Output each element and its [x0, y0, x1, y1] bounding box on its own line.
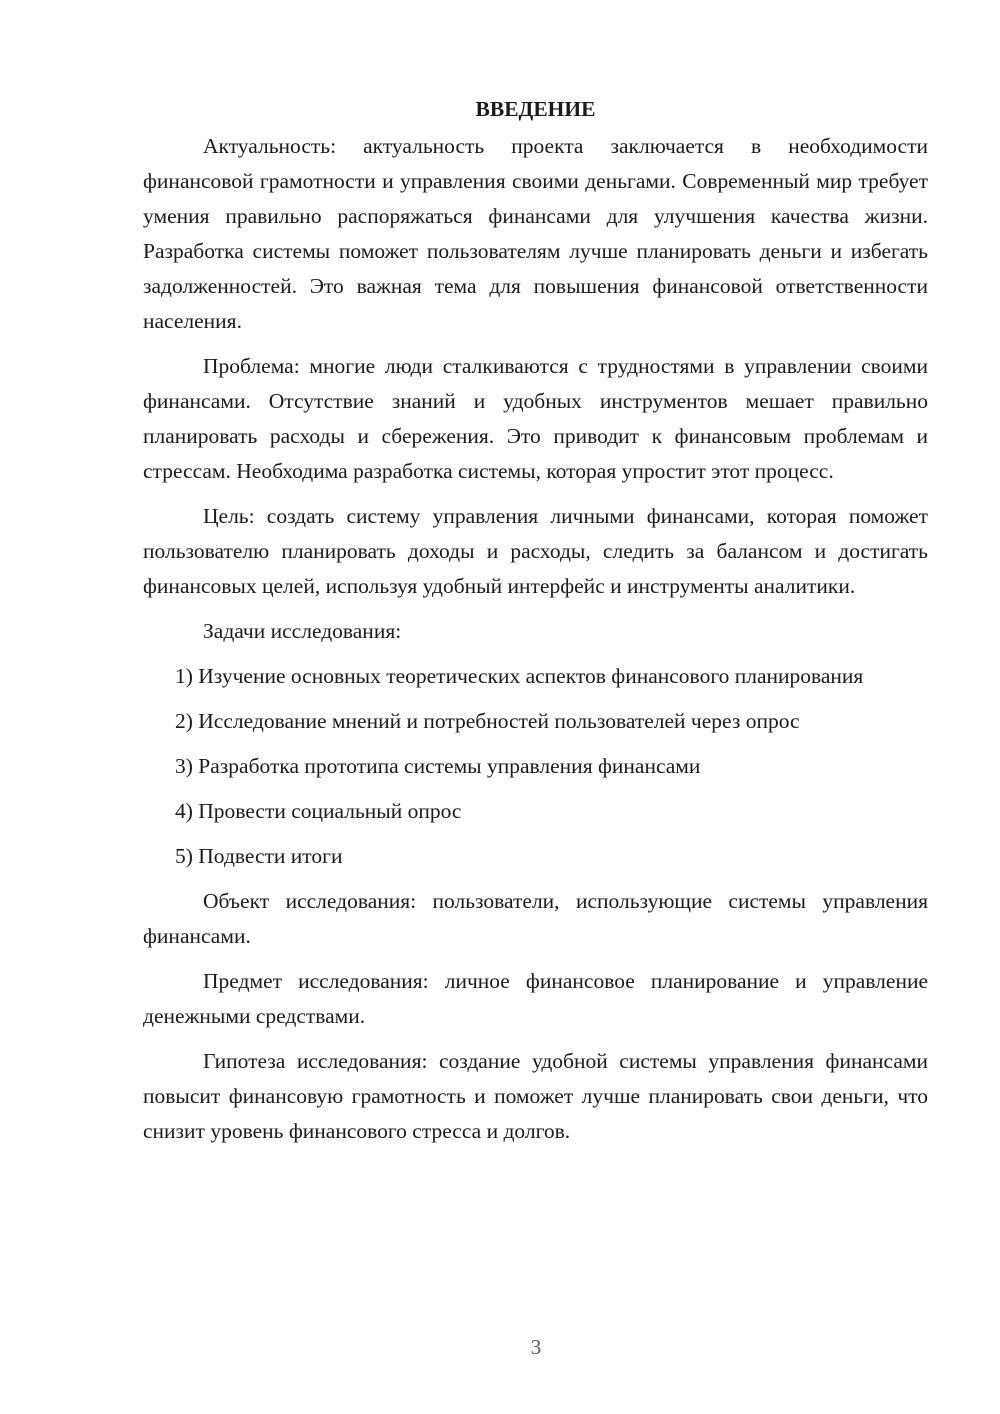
- list-item: 3) Разработка прототипа системы управления финансами: [175, 754, 701, 778]
- document-page: [143, 92, 928, 1149]
- paragraph-relevance: Актуальность: актуальность проекта заключается в необходимости финансовой грамотности и управления своими деньгами. Современный мир требует умения правильно распоряжаться финансами для улучшения качества жизни. Разработка системы поможет пользователям лучше планировать деньги и избегать задолженностей. Это важная тема для повышения финансовой ответственности населения.: [143, 134, 928, 333]
- list-item: 4) Провести социальный опрос: [175, 799, 462, 823]
- list-item: 5) Подвести итоги: [175, 844, 343, 868]
- list-item: 2) Исследование мнений и потребностей пользователей через опрос: [175, 709, 800, 733]
- paragraph-problem: Проблема: многие люди сталкиваются с трудностями в управлении своими финансами. Отсутствие знаний и удобных инструментов мешает правильно планировать расходы и сбережения. Это приводит к финансовым проблемам и стрессам. Необходима разработка системы, которая упростит этот процесс.: [143, 354, 928, 483]
- paragraph-subject: Предмет исследования: личное финансовое планирование и управление денежными средствами.: [143, 969, 928, 1028]
- page-number: 3: [530, 1335, 542, 1359]
- tasks-list: [143, 659, 928, 874]
- paragraph-object: Объект исследования: пользователи, использующие системы управления финансами.: [143, 889, 928, 948]
- list-item: 1) Изучение основных теоретических аспектов финансового планирования: [175, 664, 864, 688]
- tasks-heading: Задачи исследования:: [203, 619, 402, 643]
- paragraph-goal: Цель: создать систему управления личными финансами, которая поможет пользователю планировать доходы и расходы, следить за балансом и достигать финансовых целей, используя удобный интерфейс и инструменты аналитики.: [143, 504, 928, 598]
- document-heading: ВВЕДЕНИЕ: [475, 97, 596, 121]
- paragraph-hypothesis: Гипотеза исследования: создание удобной системы управления финансами повысит финансовую грамотность и поможет лучше планировать свои деньги, что снизит уровень финансового стресса и долгов.: [143, 1049, 928, 1143]
